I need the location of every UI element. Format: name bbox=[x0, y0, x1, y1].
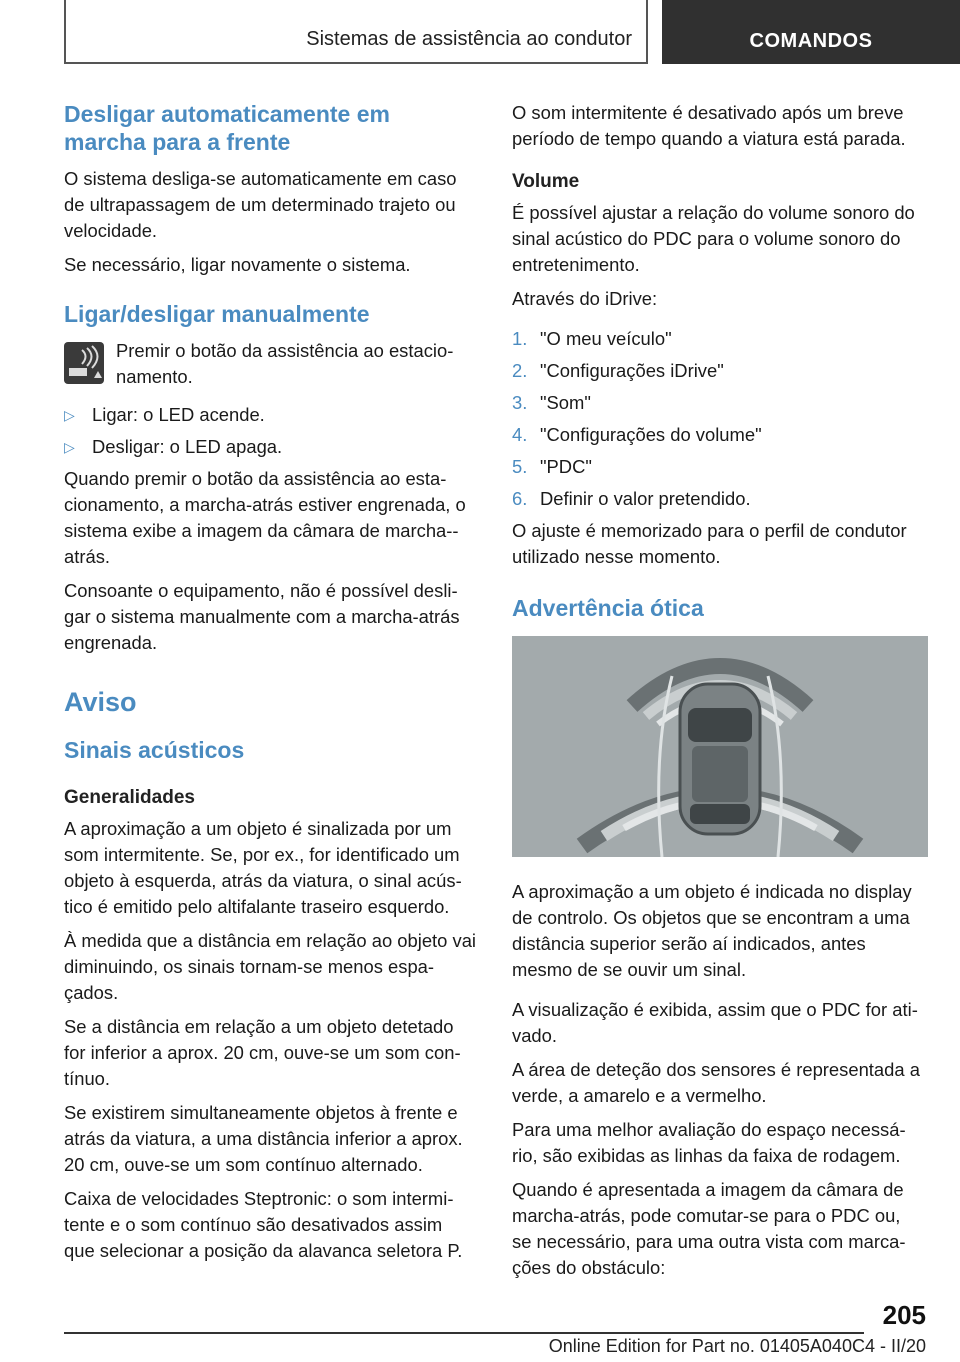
list-item: 6. Definir o valor pretendido. bbox=[512, 488, 751, 509]
paragraph: A aproximação a um objeto é sinalizada por um som intermitente. Se, por ex., for identificado um objeto à esquerda, atrás da viatura, o sinal acústico é emitido pelo altifalante traseiro esquerdo. bbox=[64, 818, 462, 917]
heading-advertencia-otica: Advertência ótica bbox=[512, 595, 704, 621]
heading-generalidades: Generalidades bbox=[64, 787, 195, 808]
list-item-text: Ligar: o LED acende. bbox=[92, 404, 265, 425]
page-number: 205 bbox=[882, 1300, 926, 1330]
parking-assist-button-icon bbox=[64, 342, 104, 384]
list-item bbox=[64, 434, 476, 460]
list-item: 1. "O meu veículo" bbox=[512, 328, 672, 349]
triangle-bullet-icon: ▷ bbox=[64, 439, 75, 455]
header-title: Sistemas de assistência ao condutor bbox=[306, 28, 632, 50]
paragraph: À medida que a distância em relação ao objeto vai diminuindo, os sinais tornam-se menos espaçados. bbox=[64, 930, 477, 1003]
paragraph: Caixa de velocidades Steptronic: o som intermitente e o som contínuo são desativados assim que selecionar a posição da alavanca seletora P. bbox=[64, 1188, 463, 1261]
footer-divider bbox=[64, 1332, 864, 1334]
list-item bbox=[64, 402, 476, 428]
list-item: 2. "Configurações iDrive" bbox=[512, 360, 724, 381]
right-column bbox=[512, 100, 924, 1289]
heading-manual: Ligar/desligar manualmente bbox=[64, 301, 370, 327]
paragraph: A visualização é exibida, assim que o PDC for ativado. bbox=[512, 999, 918, 1046]
paragraph: Para uma melhor avaliação do espaço necessário, são exibidas as linhas da faixa de rodagem. bbox=[512, 1119, 906, 1166]
button-instruction bbox=[64, 338, 476, 390]
paragraph: O som intermitente é desativado após um breve período de tempo quando a viatura está parada. bbox=[512, 102, 906, 149]
paragraph: A aproximação a um objeto é indicada no display de controlo. Os objetos que se encontram a uma distância superior serão aí indicados, antes mesmo de se ouvir um sinal. bbox=[512, 881, 912, 980]
list-item: 4. "Configurações do volume" bbox=[512, 424, 762, 445]
header-frame bbox=[64, 0, 648, 64]
paragraph: Se existirem simultaneamente objetos à frente e atrás da viatura, a uma distância inferior a aprox. 20 cm, ouve-se um som contínuo alternado. bbox=[64, 1102, 463, 1175]
list-item: 3. "Som" bbox=[512, 392, 591, 413]
footer-edition: Online Edition for Part no. 01405A040C4 - II/20 bbox=[548, 1336, 926, 1356]
heading-volume: Volume bbox=[512, 171, 580, 192]
header-section-tab: COMANDOS bbox=[662, 0, 960, 64]
paragraph: Quando premir o botão da assistência ao estacionamento, a marcha-atrás estiver engrenada, o sistema exibe a imagem da câmara de marcha--atrás. bbox=[64, 468, 466, 567]
paragraph: Se necessário, ligar novamente o sistema. bbox=[64, 254, 411, 275]
paragraph: Consoante o equipamento, não é possível desligar o sistema manualmente com a marcha-atrás engrenada. bbox=[64, 580, 460, 653]
paragraph: Se a distância em relação a um objeto detetado for inferior a aprox. 20 cm, ouve-se um som contínuo. bbox=[64, 1016, 461, 1089]
heading-sinais-acusticos: Sinais acústicos bbox=[64, 737, 245, 763]
paragraph: É possível ajustar a relação do volume sonoro do sinal acústico do PDC para o volume sonoro do entretenimento. bbox=[512, 202, 915, 275]
steps-list bbox=[512, 326, 924, 512]
paragraph: Quando é apresentada a imagem da câmara de marcha-atrás, pode comutar-se para o PDC ou, se necessário, para uma outra vista com marcações do obstáculo: bbox=[512, 1179, 906, 1278]
list-item: 5. "PDC" bbox=[512, 456, 592, 477]
heading-auto-off: Desligar automaticamente em marcha para a frente bbox=[64, 101, 390, 155]
paragraph: Através do iDrive: bbox=[512, 288, 658, 309]
paragraph: O sistema desliga-se automaticamente em caso de ultrapassagem de um determinado trajeto ou velocidade. bbox=[64, 168, 457, 241]
list-item-text: Desligar: o LED apaga. bbox=[92, 436, 283, 457]
button-instruction-text: Premir o botão da assistência ao estacionamento. bbox=[116, 340, 454, 387]
heading-aviso: Aviso bbox=[64, 687, 137, 717]
paragraph: O ajuste é memorizado para o perfil de condutor utilizado nesse momento. bbox=[512, 520, 907, 567]
pdc-display-image bbox=[512, 636, 928, 857]
triangle-bullet-icon: ▷ bbox=[64, 407, 75, 423]
paragraph: A área de deteção dos sensores é representada a verde, a amarelo e a vermelho. bbox=[512, 1059, 920, 1106]
left-column bbox=[64, 100, 476, 1272]
